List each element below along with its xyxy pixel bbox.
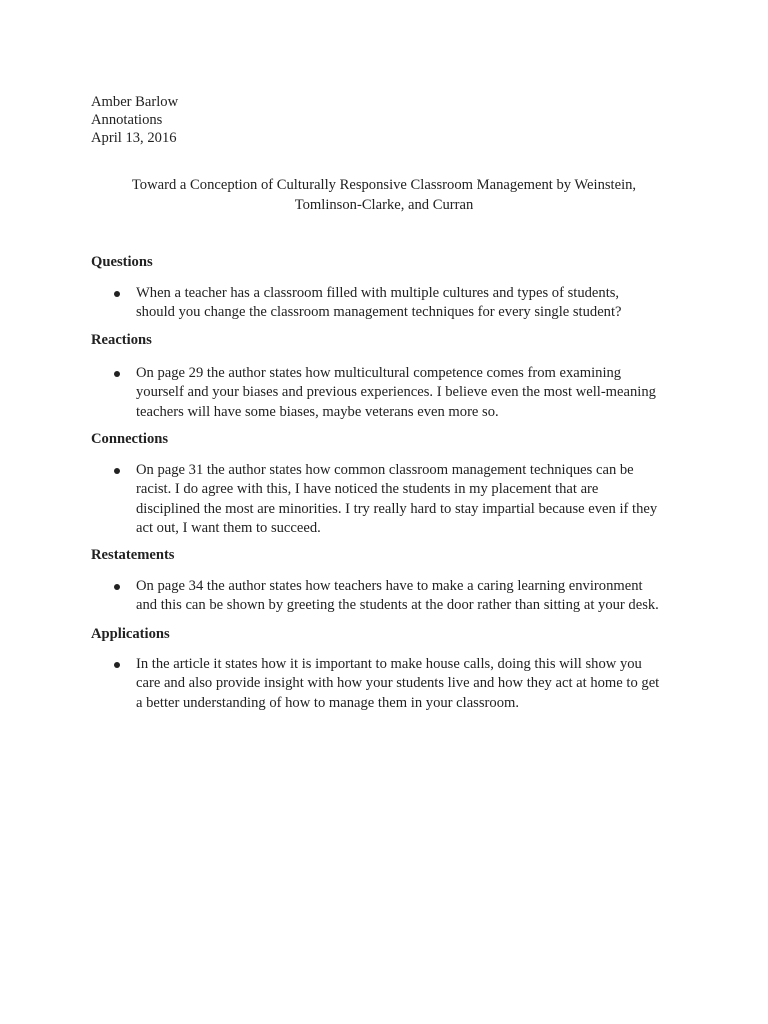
list-item xyxy=(91,577,691,616)
document-type: Annotations xyxy=(91,112,163,128)
text-line: a better understanding of how to manage them in your classroom. xyxy=(136,694,519,711)
text-line: On page 34 the author states how teachers have to make a caring learning environment xyxy=(136,577,643,594)
bullet-icon xyxy=(114,584,120,590)
article-title xyxy=(100,176,668,215)
text-line: On page 31 the author states how common classroom management techniques can be xyxy=(136,461,634,478)
author-name: Amber Barlow xyxy=(91,94,179,110)
bullet-icon xyxy=(114,662,120,668)
text-line: On page 29 the author states how multicultural competence comes from examining xyxy=(136,364,622,381)
section-heading: Questions xyxy=(91,254,153,270)
section-restatements xyxy=(91,546,691,616)
bullet-list xyxy=(91,364,691,423)
text-line: care and also provide insight with how your students live and how they act at home to get xyxy=(136,675,660,691)
bullet-icon xyxy=(114,468,120,474)
text-line: and this can be shown by greeting the students at the door rather than sitting at your desk. xyxy=(136,597,659,613)
article-title-line-2: Tomlinson-Clarke, and Curran xyxy=(294,196,474,213)
document-date: April 13, 2016 xyxy=(91,130,177,146)
section-heading: Reactions xyxy=(91,332,152,348)
text-line: teachers will have some biases, maybe veterans even more so. xyxy=(136,403,499,420)
section-heading: Restatements xyxy=(91,547,175,563)
text-line: racist. I do agree with this, I have noticed the students in my placement that are xyxy=(136,481,599,497)
list-item xyxy=(91,461,691,539)
list-item xyxy=(91,284,691,323)
text-line: disciplined the most are minorities. I try really hard to stay impartial because even if they xyxy=(136,500,658,517)
bullet-list xyxy=(91,284,691,323)
section-heading: Applications xyxy=(91,626,170,642)
section-reactions xyxy=(91,331,691,422)
list-item xyxy=(91,655,691,714)
text-line: yourself and your biases and previous experiences. I believe even the most well-meaning xyxy=(136,384,656,400)
text-line: In the article it states how it is important to make house calls, doing this will show you xyxy=(136,655,642,672)
section-applications xyxy=(91,625,691,713)
list-item xyxy=(91,364,691,423)
text-line: should you change the classroom management techniques for every single student? xyxy=(136,304,622,320)
text-line: When a teacher has a classroom filled with multiple cultures and types of students, xyxy=(136,284,620,301)
bullet-icon xyxy=(114,291,120,297)
section-questions xyxy=(91,253,691,323)
article-title-line-1: Toward a Conception of Culturally Responsive Classroom Management by Weinstein, xyxy=(131,177,637,193)
bullet-icon xyxy=(114,371,120,377)
bullet-list xyxy=(91,577,691,616)
section-connections xyxy=(91,430,691,539)
bullet-list xyxy=(91,655,691,714)
bullet-list xyxy=(91,461,691,539)
text-line: act out, I want them to succeed. xyxy=(136,520,321,536)
section-heading: Connections xyxy=(91,431,169,447)
document-header xyxy=(91,93,178,147)
